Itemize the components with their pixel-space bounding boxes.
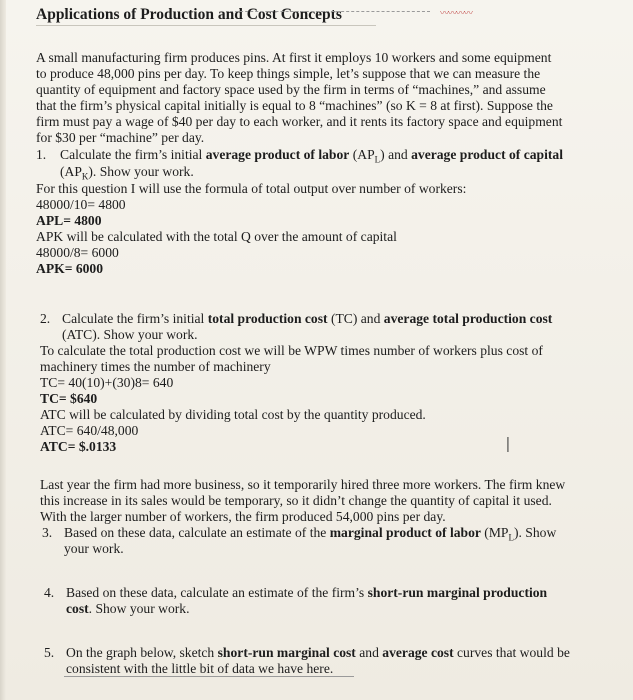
question-2-line-2: (ATC). Show your work. — [62, 327, 198, 342]
question-1-line-2: $(AP_K)$. Show your work. — [60, 164, 194, 182]
question-5-line-2: consistent with the little bit of data we have here. — [66, 661, 334, 676]
question-5-line-1: On the graph below, sketch short-run marginal cost and average cost curves that would be — [66, 645, 570, 660]
intro-line: for $30 per “machine” per day. — [36, 130, 205, 145]
intro-line: that the firm’s physical capital initially is equal to 8 “machines” (so K = 8 at first). Suppose the — [36, 98, 553, 113]
question-number: 5. — [44, 645, 55, 660]
question-3-line-1: Based on these data, calculate an estimate of the marginal product of labor $(MP_L)$. Show — [64, 525, 557, 543]
page-edge-shadow — [0, 0, 6, 700]
title-underline — [36, 25, 376, 26]
answer-line: APL= 4800 — [36, 213, 102, 228]
question-2-line-1: Calculate the firm’s initial total production cost (TC) and average total production cost — [62, 311, 553, 326]
answer-line: For this question I will use the formula of total output over number of workers: — [36, 181, 467, 196]
intro-line: A small manufacturing firm produces pins. At first it employs 10 workers and some equipment — [36, 50, 552, 65]
question-number: 1. — [36, 147, 47, 162]
answer-line: APK= 6000 — [36, 261, 104, 276]
question-number: 4. — [44, 585, 55, 600]
answer-line: 48000/10= 4800 — [36, 197, 126, 212]
bottom-rule — [64, 676, 354, 677]
answer-line: ATC= $.0133 — [40, 439, 117, 454]
answer-line: ATC= 640/48,000 — [40, 423, 139, 438]
context-line: this increase in its sales would be temporary, so it didn’t change the quantity of capital it used. — [40, 493, 552, 508]
question-3-line-2: your work. — [64, 541, 124, 556]
question-number: 2. — [40, 311, 51, 326]
answer-line: 48000/8= 6000 — [36, 245, 119, 260]
context-line: With the larger number of workers, the firm produced 54,000 pins per day. — [40, 509, 446, 524]
answer-line: To calculate the total production cost we will be WPW times number of workers plus cost of — [40, 343, 543, 358]
answer-line: TC= 40(10)+(30)8= 640 — [40, 375, 174, 390]
question-4-line-1: Based on these data, calculate an estimate of the firm’s short-run marginal production — [66, 585, 548, 600]
answer-line: ATC will be calculated by dividing total cost by the quantity produced. — [40, 407, 426, 422]
answer-line: APK will be calculated with the total Q over the amount of capital — [36, 229, 397, 244]
intro-line: to produce 48,000 pins per day. To keep things simple, let’s suppose that we can measure the — [36, 66, 541, 81]
intro-line: firm must pay a wage of $40 per day to each worker, and it rents its factory space and equipment — [36, 114, 563, 129]
question-1-line-1: Calculate the firm’s initial average product of labor $(AP_L)$ and average product of capital — [60, 147, 563, 165]
question-4-line-2: cost. Show your work. — [66, 601, 190, 616]
answer-line: machinery times the number of machinery — [40, 359, 271, 374]
question-number: 3. — [42, 525, 53, 540]
page-title: Applications of Production and Cost Concepts — [36, 6, 342, 23]
top-dashed-rule — [230, 11, 430, 12]
context-line: Last year the firm had more business, so it temporarily hired three more workers. The firm knew — [40, 477, 566, 492]
intro-line: quantity of equipment and factory space used by the firm in terms of “machines,” and assume — [36, 82, 546, 97]
handwritten-scribble: 〰〰〰〰 — [440, 8, 473, 18]
answer-line: TC= $640 — [40, 391, 98, 406]
text-cursor-icon: I — [505, 433, 511, 457]
